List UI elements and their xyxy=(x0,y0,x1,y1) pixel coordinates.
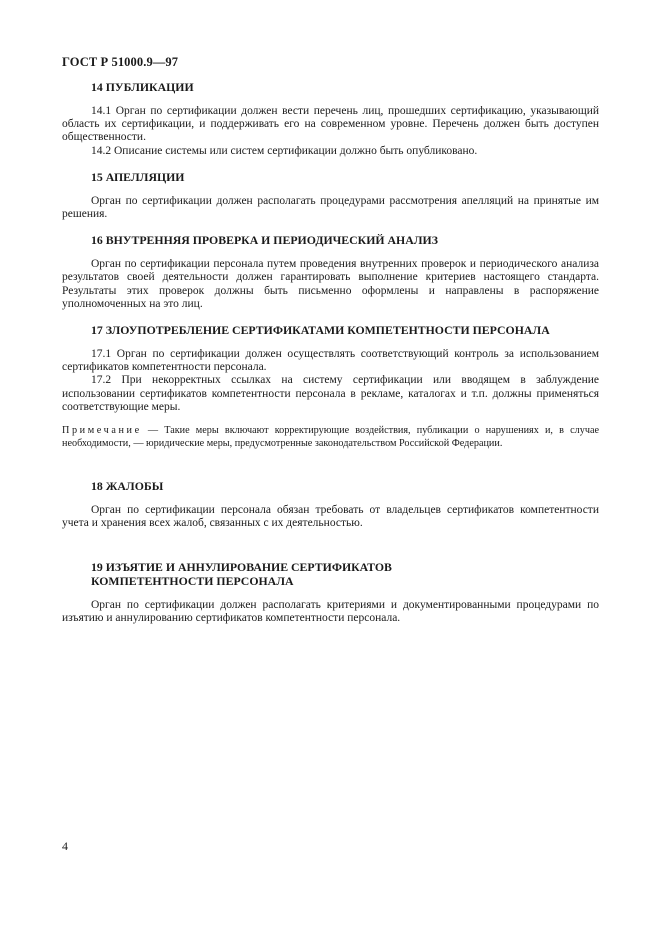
section-misuse-of-certificates xyxy=(62,323,599,450)
paragraph: Орган по сертификации должен располагать критериями и документированными процедурами по изъятию и аннулированию сертификатов компетентности персонала. xyxy=(62,598,599,624)
note-label: Примечание xyxy=(62,425,142,437)
section-heading: 17 ЗЛОУПОТРЕБЛЕНИЕ СЕРТИФИКАТАМИ КОМПЕТЕНТНОСТИ ПЕРСОНАЛА xyxy=(91,323,550,338)
document-body xyxy=(62,80,599,625)
paragraph: 17.2 При некорректных ссылках на систему сертификации или вводящем в заблуждение использовании сертификатов компетентности персонала в рекламе, каталогах и т.п. должны применяться соответствующие меры. xyxy=(62,374,599,413)
paragraph: 14.2 Описание системы или систем сертификации должно быть опубликовано. xyxy=(91,144,478,157)
section-heading-line: 19 ИЗЪЯТИЕ И АННУЛИРОВАНИЕ СЕРТИФИКАТОВ xyxy=(91,559,392,574)
standard-id-header: ГОСТ Р 51000.9—97 xyxy=(62,55,179,69)
page-number: 4 xyxy=(62,839,68,853)
note-text: — Такие меры включают корректирующие воздействия, публикации о нарушениях и, в случае необходимости, — юридические меры, предусмотренные законодательством Российской Федерации. xyxy=(62,425,599,449)
section-heading-line: КОМПЕТЕНТНОСТИ ПЕРСОНАЛА xyxy=(91,573,294,588)
section-internal-audit xyxy=(62,233,599,311)
paragraph: Орган по сертификации должен располагать процедурами рассмотрения апелляций на принятые им решения. xyxy=(62,194,599,221)
section-complaints xyxy=(62,479,599,530)
section-heading: 18 ЖАЛОБЫ xyxy=(91,479,164,494)
note xyxy=(62,425,599,450)
paragraph: Орган по сертификации персонала обязан требовать от владельцев сертификатов компетентности учета и хранения всех жалоб, связанных с их деятельностью. xyxy=(62,504,599,530)
paragraph: 14.1 Орган по сертификации должен вести перечень лиц, прошедших сертификацию, указывающий область их сертификации, и поддерживать его на современном уровне. Перечень должен быть доступен общественности. xyxy=(62,105,599,144)
section-heading xyxy=(62,560,599,588)
section-heading: 15 АПЕЛЛЯЦИИ xyxy=(91,169,185,184)
section-heading: 16 ВНУТРЕННЯЯ ПРОВЕРКА И ПЕРИОДИЧЕСКИЙ АНАЛИЗ xyxy=(91,233,438,248)
paragraph: 17.1 Орган по сертификации должен осуществлять соответствующий контроль за использованием сертификатов компетентности персонала. xyxy=(62,348,599,374)
section-appeals xyxy=(62,170,599,221)
section-withdrawal-of-certificates xyxy=(62,560,599,625)
paragraph: Орган по сертификации персонала путем проведения внутренних проверок и периодического анализа результатов своей деятельности должен гарантировать выполнение критериев настоящего стандарта. Результаты этих проверок должны быть письменно оформлены и направлены в распоряжение уполномоченных на это лиц. xyxy=(62,258,599,310)
section-publications xyxy=(62,80,599,158)
section-heading: 14 ПУБЛИКАЦИИ xyxy=(91,80,194,94)
